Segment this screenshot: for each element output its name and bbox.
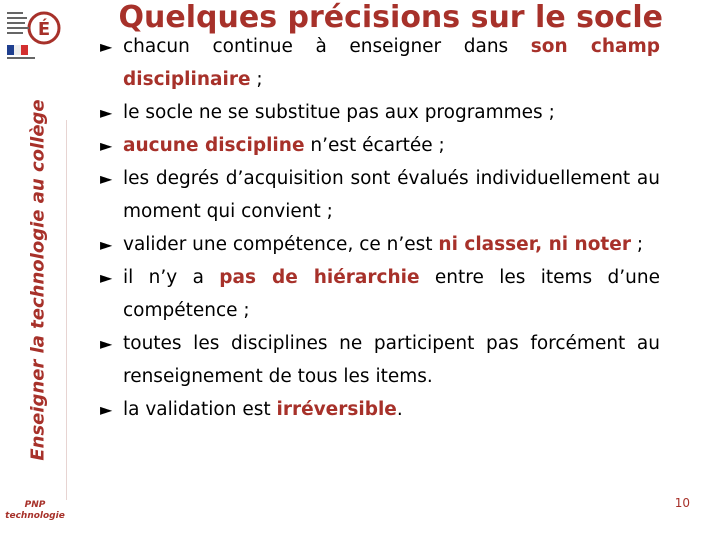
- bullet-text: valider une compétence, ce n’est: [123, 234, 439, 255]
- bullet-item: [100, 129, 660, 162]
- bullet-arrow-icon: ►: [100, 169, 113, 188]
- bullet-arrow-icon: ►: [100, 268, 113, 287]
- highlighted-text: son champ disciplinaire: [123, 36, 660, 90]
- highlighted-text: pas de hiérarchie: [219, 267, 420, 288]
- highlighted-text: irréversible: [276, 399, 397, 420]
- bullet-text: .: [396, 399, 403, 420]
- bullet-item: [100, 96, 660, 129]
- bullet-arrow-icon: ►: [100, 37, 113, 56]
- bullet-text: le socle ne se substitue pas aux programmes ;: [123, 102, 555, 123]
- bullet-text: chacun continue à enseigner dans: [123, 36, 531, 57]
- bullet-text: ;: [250, 69, 263, 90]
- bullet-arrow-icon: ►: [100, 400, 113, 419]
- sidebar: [0, 0, 70, 540]
- slide-title: Quelques précisions sur le socle: [118, 0, 663, 35]
- bullet-text: la validation est: [123, 399, 277, 420]
- page-number: 10: [674, 496, 690, 510]
- bullet-item: [100, 327, 660, 393]
- bullet-arrow-icon: ►: [100, 235, 113, 254]
- bullet-arrow-icon: ►: [100, 334, 113, 353]
- bullet-text: les degrés d’acquisition sont évalués individuellement au moment qui convient ;: [123, 168, 660, 222]
- bullet-text: toutes les disciplines ne participent pas forcément au renseignement de tous les items.: [123, 333, 660, 387]
- highlighted-text: aucune discipline: [123, 135, 305, 156]
- bullet-item: [100, 261, 660, 327]
- bullet-item: [100, 30, 660, 96]
- bullet-text: n’est écartée ;: [304, 135, 445, 156]
- bullet-arrow-icon: ►: [100, 136, 113, 155]
- sidebar-divider: [66, 120, 67, 500]
- pnp-label-line2: technologie: [5, 511, 65, 521]
- bullet-list: [100, 30, 660, 426]
- pnp-label-line1: PNP: [24, 500, 46, 510]
- highlighted-text: ni classer, ni noter: [438, 234, 631, 255]
- bullet-item: [100, 393, 660, 426]
- bullet-arrow-icon: ►: [100, 103, 113, 122]
- bullet-item: [100, 162, 660, 228]
- ministry-logo-icon: [4, 6, 66, 62]
- bullet-text: il n’y a: [123, 267, 220, 288]
- course-vertical-label: Enseigner la technologie au collège: [27, 99, 49, 461]
- bullet-text: ;: [630, 234, 644, 255]
- svg-text:É: É: [37, 19, 51, 40]
- bullet-item: [100, 228, 660, 261]
- pnp-label: [0, 500, 70, 522]
- bullet-text: entre les items d’une compétence ;: [123, 267, 661, 321]
